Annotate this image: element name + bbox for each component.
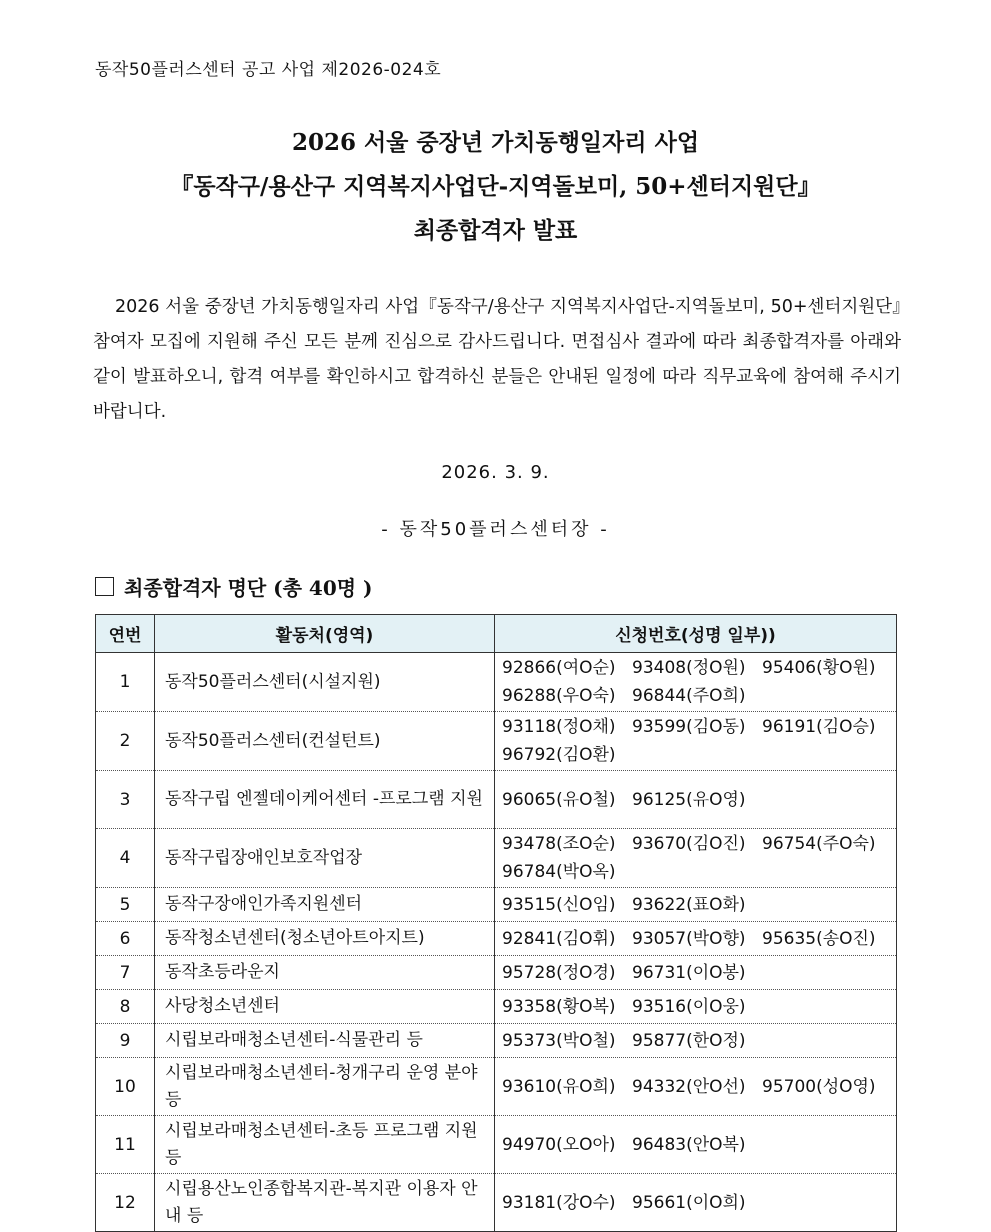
table-row bbox=[96, 1116, 897, 1174]
title-line-2: 『동작구/용산구 지역복지사업단-지역돌보미, 50+센터지원단』 bbox=[170, 173, 821, 200]
row-number: 8 bbox=[96, 990, 155, 1024]
applicant-id: 93118(정O채) bbox=[502, 717, 616, 737]
activity-place: 시립보라매청소년센터-청개구리 운영 분야 등 bbox=[155, 1058, 495, 1116]
activity-place: 동작구립 엔젤데이케어센터 -프로그램 지원 bbox=[155, 771, 495, 829]
applicant-id: 96784(박O옥) bbox=[502, 862, 616, 882]
applicant-id: 92841(김O휘) bbox=[502, 928, 616, 949]
row-number: 9 bbox=[96, 1024, 155, 1058]
applicant-id: 93408(정O원) bbox=[632, 658, 746, 678]
applicant-id: 93057(박O향) bbox=[632, 928, 746, 949]
row-number: 4 bbox=[96, 829, 155, 888]
row-number: 10 bbox=[96, 1058, 155, 1116]
applicant-ids bbox=[495, 829, 897, 888]
row-number: 5 bbox=[96, 888, 155, 922]
applicant-id: 96483(안O복) bbox=[632, 1134, 746, 1155]
row-number: 2 bbox=[96, 712, 155, 771]
applicant-ids bbox=[495, 922, 897, 956]
applicant-ids bbox=[495, 1116, 897, 1174]
applicant-id: 93670(김O진) bbox=[632, 834, 746, 854]
activity-place: 시립용산노인종합복지관-복지관 이용자 안내 등 bbox=[155, 1174, 495, 1232]
table-row bbox=[96, 956, 897, 990]
applicant-id: 96844(주O희) bbox=[632, 686, 746, 706]
applicant-id: 96191(김O승) bbox=[762, 717, 876, 737]
applicant-id: 95373(박O철) bbox=[502, 1030, 616, 1051]
table-row bbox=[96, 1058, 897, 1116]
table-row bbox=[96, 653, 897, 712]
applicant-id: 93181(강O수) bbox=[502, 1192, 616, 1213]
row-number: 6 bbox=[96, 922, 155, 956]
row-number: 11 bbox=[96, 1116, 155, 1174]
activity-place: 동작초등라운지 bbox=[155, 956, 495, 990]
applicant-id: 96065(유O철) bbox=[502, 789, 616, 810]
applicant-ids bbox=[495, 956, 897, 990]
applicant-id: 95635(송O진) bbox=[762, 928, 876, 949]
applicant-id: 95728(정O경) bbox=[502, 962, 616, 983]
applicant-id: 96731(이O봉) bbox=[632, 962, 746, 983]
section-heading bbox=[95, 572, 373, 601]
applicant-id: 94332(안O선) bbox=[632, 1076, 746, 1097]
checkbox-square-icon bbox=[95, 577, 114, 596]
applicant-ids bbox=[495, 653, 897, 712]
applicant-ids bbox=[495, 712, 897, 771]
applicant-id: 96125(유O영) bbox=[632, 789, 746, 810]
table-row bbox=[96, 922, 897, 956]
applicant-id: 93478(조O순) bbox=[502, 834, 616, 854]
header-place: 활동처(영역) bbox=[155, 615, 495, 653]
applicant-ids bbox=[495, 771, 897, 829]
activity-place: 동작청소년센터(청소년아트아지트) bbox=[155, 922, 495, 956]
signature: - 동작50플러스센터장 - bbox=[381, 519, 610, 540]
applicant-id: 95700(성O영) bbox=[762, 1076, 876, 1097]
applicant-id: 92866(여O순) bbox=[502, 658, 616, 678]
row-number: 12 bbox=[96, 1174, 155, 1232]
activity-place: 동작50플러스센터(컨설턴트) bbox=[155, 712, 495, 771]
table-row bbox=[96, 829, 897, 888]
applicant-id: 96288(우O숙) bbox=[502, 686, 616, 706]
results-table bbox=[95, 614, 897, 1232]
applicant-ids bbox=[495, 1024, 897, 1058]
table-row bbox=[96, 1174, 897, 1232]
applicant-ids bbox=[495, 990, 897, 1024]
row-number: 7 bbox=[96, 956, 155, 990]
table-row bbox=[96, 712, 897, 771]
applicant-id: 93516(이O웅) bbox=[632, 996, 746, 1017]
applicant-id: 93599(김O동) bbox=[632, 717, 746, 737]
applicant-id: 95406(황O원) bbox=[762, 658, 876, 678]
applicant-id: 93358(황O복) bbox=[502, 996, 616, 1017]
section-title: 최종합격자 명단 (총 40명 ) bbox=[124, 576, 373, 600]
applicant-id: 96792(김O환) bbox=[502, 745, 616, 765]
table-row bbox=[96, 1024, 897, 1058]
header-no: 연번 bbox=[96, 615, 155, 653]
applicant-ids bbox=[495, 1058, 897, 1116]
notice-number: 동작50플러스센터 공고 사업 제2026-024호 bbox=[95, 60, 442, 80]
applicant-id: 93622(표O화) bbox=[632, 894, 746, 915]
activity-place: 시립보라매청소년센터-식물관리 등 bbox=[155, 1024, 495, 1058]
table-row bbox=[96, 990, 897, 1024]
table-header-row bbox=[96, 615, 897, 653]
applicant-id: 96754(주O숙) bbox=[762, 834, 876, 854]
applicant-id: 93610(유O희) bbox=[502, 1076, 616, 1097]
activity-place: 동작구장애인가족지원센터 bbox=[155, 888, 495, 922]
row-number: 3 bbox=[96, 771, 155, 829]
header-ids: 신청번호(성명 일부)) bbox=[495, 615, 897, 653]
activity-place: 동작구립장애인보호작업장 bbox=[155, 829, 495, 888]
activity-place: 시립보라매청소년센터-초등 프로그램 지원 등 bbox=[155, 1116, 495, 1174]
applicant-ids bbox=[495, 888, 897, 922]
body-paragraph: 2026 서울 중장년 가치동행일자리 사업『동작구/용산구 지역복지사업단-지역돌보미, 50+센터지원단』참여자 모집에 지원해 주신 모든 분께 진심으로 감사드립니다. 면접심사 결과에 따라 최종합격자를 아래와 같이 발표하오니, 합격 여부를 확인하시고 합격하신 분들은 안내된 일정에 따라 직무교육에 참여해 주시기 바랍니다. bbox=[93, 297, 901, 422]
applicant-id: 95877(한O정) bbox=[632, 1030, 746, 1051]
title-line-3: 최종합격자 발표 bbox=[413, 217, 578, 244]
activity-place: 동작50플러스센터(시설지원) bbox=[155, 653, 495, 712]
row-number: 1 bbox=[96, 653, 155, 712]
applicant-id: 95661(이O희) bbox=[632, 1192, 746, 1213]
applicant-id: 94970(오O아) bbox=[502, 1134, 616, 1155]
applicant-id: 93515(신O임) bbox=[502, 894, 616, 915]
table-row bbox=[96, 771, 897, 829]
title-line-1: 2026 서울 중장년 가치동행일자리 사업 bbox=[291, 129, 700, 156]
table-row bbox=[96, 888, 897, 922]
activity-place: 사당청소년센터 bbox=[155, 990, 495, 1024]
announcement-date: 2026. 3. 9. bbox=[441, 462, 550, 483]
applicant-ids bbox=[495, 1174, 897, 1232]
